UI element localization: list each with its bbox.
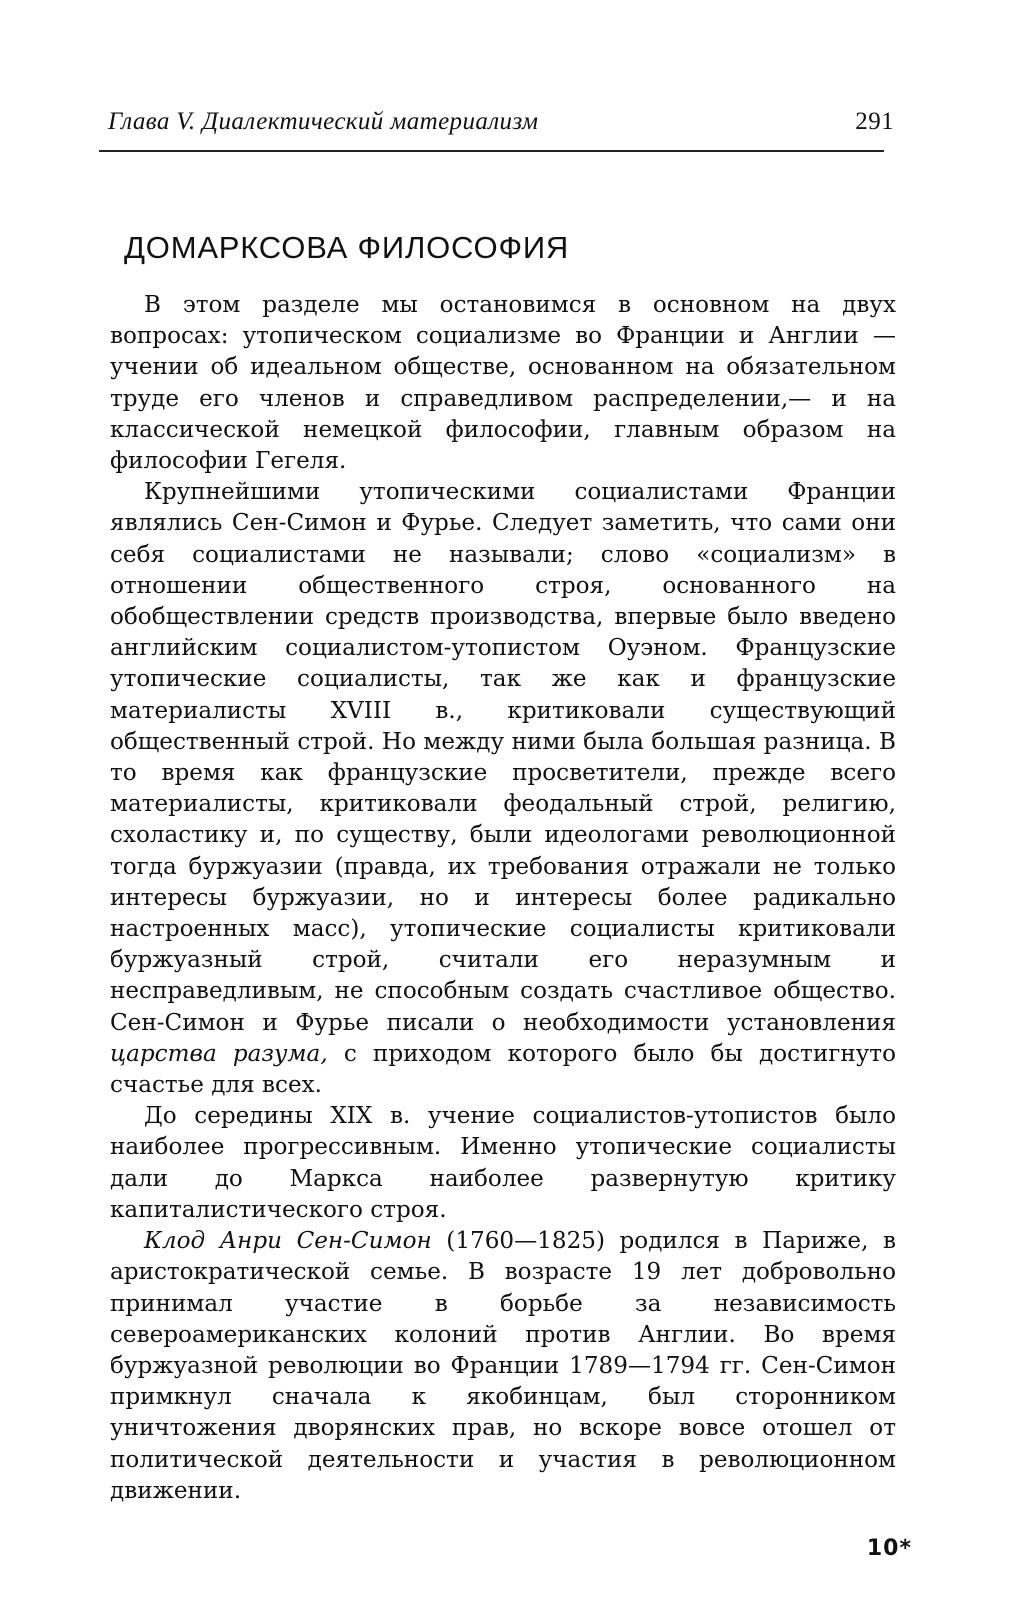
paragraph-2-text-end: с приходом которого было бы достигнуто счастье для всех. — [110, 1040, 896, 1099]
chapter-title: Глава V. Диалектический материализм — [108, 108, 539, 135]
paragraph-1: В этом разделе мы остановимся в основном на двух вопросах: утопическом социализме во Франции и Англии — учении об идеальном обществе, основанном на обязательном труде его членов и справедливом распределении,— и на классической немецкой философии, главным образом на философии Гегеля. — [110, 292, 896, 475]
paragraph-4-text: (1760—1825) родился в Париже, в аристократической семье. В возрасте 19 лет добровольно принимал участие в борьбе за независимость североамериканских колоний против Англии. Во время буржуазной революции во Франции 1789—1794 гг. Сен-Симон примкнул сначала к якобинцам, был сторонником уничтожения дворянских прав, но вскоре вовсе отошел от политической деятельности и участия в революционном движении. — [110, 1228, 896, 1504]
person-name-emphasis: Клод Анри Сен-Симон — [144, 1228, 432, 1255]
paragraph-2-emphasis: царства разума, — [110, 1040, 328, 1067]
section-heading: ДОМАРКСОВА ФИЛОСОФИЯ — [124, 230, 570, 265]
header-rule — [99, 150, 884, 152]
paragraph-2-text: Крупнейшими утопическими социалистами Франции являлись Сен-Симон и Фурье. Следует заметить, что сами они себя социалистами не называли; слово «социализм» в отношении общественного строя, основанного на обобществлении средств производства, впервые было введено английским социалистом-утопистом Оуэном. Французские утопические социалисты, так же как и французские материалисты XVIII в., критиковали существующий общественный строй. Но между ними была большая разница. В то время как французские просветители, прежде всего материалисты, критиковали феодальный строй, религию, схоластику и, по существу, были идеологами революционной тогда буржуазии (правда, их требования отражали не только интересы буржуазии, но и интересы более радикально настроенных масс), утопические социалисты критиковали буржуазный строй, считали его неразумным и несправедливым, не способным создать счастливое общество. Сен-Симон и Фурье писали о необходимости установления — [110, 479, 896, 1036]
running-header — [108, 108, 902, 142]
paragraph-3: До середины XIX в. учение социалистов-утопистов было наиболее прогрессивным. Именно утопические социалисты дали до Маркса наиболее развернутую критику капиталистического строя. — [110, 1103, 896, 1223]
paragraph-4 — [110, 1226, 896, 1507]
signature-mark: 10* — [866, 1536, 912, 1561]
page-number: 291 — [855, 108, 894, 135]
body-text — [110, 290, 896, 1507]
paragraph-2 — [110, 477, 896, 1101]
